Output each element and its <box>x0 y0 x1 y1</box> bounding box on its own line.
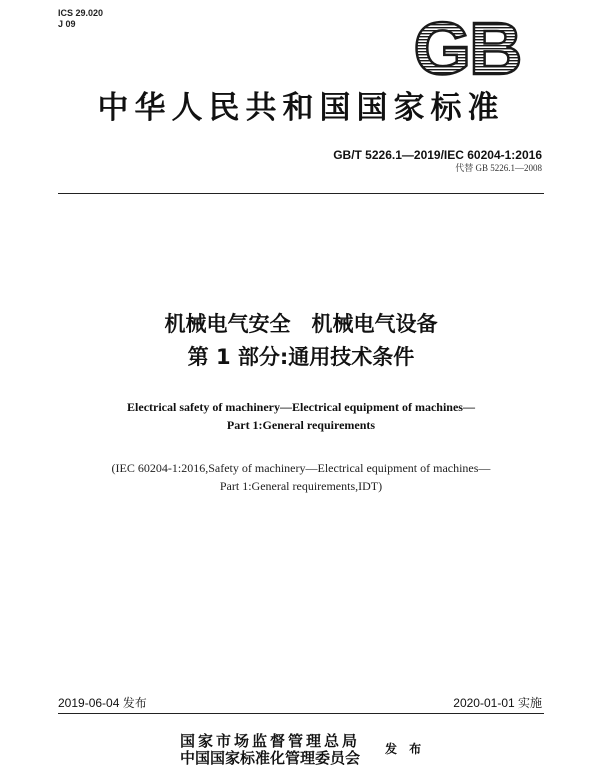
chinese-title-line-1: 机械电气安全 机械电气设备 <box>164 312 438 336</box>
iec-equivalence-line-2: Part 1:General requirements,IDT) <box>219 479 383 493</box>
national-standard-title: 中华人民共和国国家标准 <box>97 90 505 126</box>
ics-code: ICS 29.020 <box>58 8 104 18</box>
issued-label: 发 布 <box>385 742 426 756</box>
gb-logo <box>392 12 542 80</box>
top-divider <box>58 193 544 194</box>
issue-date: 2019-06-04 发布 <box>58 696 147 710</box>
english-title-line-2: Part 1:General requirements <box>226 418 376 432</box>
bottom-divider <box>58 713 544 714</box>
iec-equivalence-line-1: (IEC 60204-1:2016,Safety of machinery—Electrical equipment of machines— <box>111 461 491 475</box>
replaces-note: 代替 GB 5226.1—2008 <box>455 163 542 173</box>
ccs-code: J 09 <box>58 19 76 29</box>
implementation-date: 2020-01-01 实施 <box>453 696 542 710</box>
issuer-sac: 中国国家标准化管理委员会 <box>180 749 361 767</box>
issuer-samr: 国家市场监督管理总局 <box>180 732 361 750</box>
issuer-block <box>180 732 426 767</box>
english-title-line-1: Electrical safety of machinery—Electrical equipment of machines— <box>127 400 475 414</box>
standard-number: GB/T 5226.1—2019/IEC 60204-1:2016 <box>333 148 542 162</box>
gb-logo-text: GB <box>413 12 521 80</box>
chinese-title-line-2: 第 1 部分:通用技术条件 <box>187 345 415 369</box>
classification-codes <box>58 8 103 30</box>
